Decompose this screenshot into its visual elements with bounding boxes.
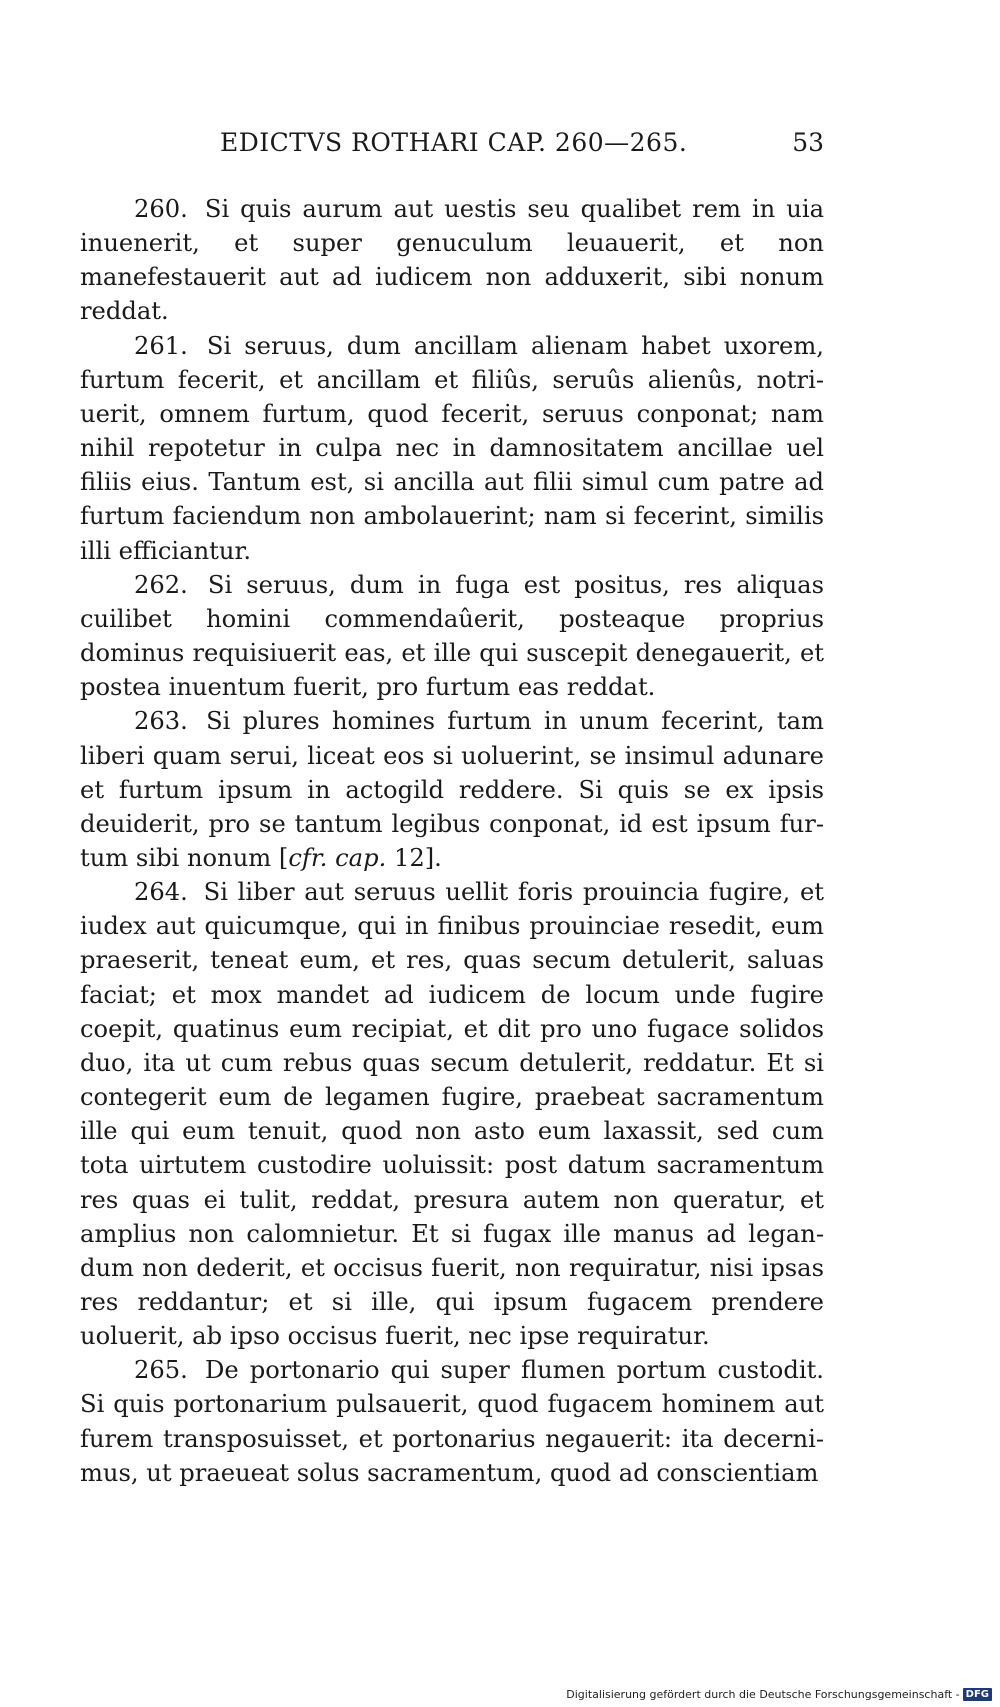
chapter-text: Si liber aut seruus uellit foris prouincia fugire, et iudex aut quicumque, qui in finibus prouinciae resedit, eum praeserit, teneat eum, et res, quas secum detulerit, saluas faciat; et mox mandet ad iudicem de locum unde fugire coepit, quatinus eum recipiat, et dit pro uno fugace solidos duo, ita ut cum rebus quas secum detulerit, reddatur. Et si contegerit eum de legamen fugire, praebeat sacramentum ille qui eum tenuit, quod non asto eum laxassit, sed cum tota uirtutem custodire uoluissit: post datum sacramentum res quas ei tulit, reddat, presura autem non queratur, et amplius non calomnietur. Et si fugax ille manus ad legandum non dederit, et occisus fuerit, non requiratur, nisi ipsas res reddantur; et si ille, qui ipsum fugacem prendere uoluerit, ab ipso occisus fuerit, nec ipse requiratur. <box>80 878 824 1351</box>
body-text <box>80 192 824 1490</box>
cross-reference-number: 12]. <box>386 843 442 872</box>
chapter-paragraph <box>80 704 824 875</box>
page-number: 53 <box>792 128 824 157</box>
chapter-paragraph <box>80 329 824 568</box>
page-header <box>80 128 824 168</box>
chapter-number: 264. <box>134 878 188 907</box>
chapter-number: 262. <box>134 570 188 599</box>
chapter-text: Si quis aurum aut uestis seu qualibet rem in uia inuenerit, et super genuculum leuauerit, et non manefestauerit aut ad iudicem non adduxerit, sibi nonum reddat. <box>80 195 824 326</box>
chapter-paragraph <box>80 1353 824 1490</box>
chapter-number: 260. <box>134 195 188 223</box>
chapter-paragraph <box>80 875 824 1353</box>
chapter-text: Si seruus, dum ancillam alienam habet uxorem, furtum fecerit, et ancillam et filiûs, seruûs alienûs, notriuerit, omnem furtum, quod fecerit, seruus conponat; nam nihil repotetur in culpa nec in damnositatem ancillae uel filiis eius. Tantum est, si ancilla aut filii simul cum patre ad furtum faciendum non ambolauerint; nam si fecerint, similis illi efficiantur. <box>80 331 824 565</box>
digitization-credit <box>566 1688 992 1701</box>
chapter-text: De portonario qui super flumen portum custodit. Si quis portonarium pulsauerit, quod fugacem hominem aut furem transposuisset, et portonarius negauerit: ita decernimus, ut praeueat solus sacramentum, quod ad conscientiam <box>80 1356 824 1487</box>
cross-reference: cfr. cap. <box>288 843 387 872</box>
chapter-number: 265. <box>134 1356 188 1385</box>
running-title: EDICTVS ROTHARI CAP. 260—265. <box>220 128 688 157</box>
chapter-paragraph <box>80 192 824 329</box>
chapter-paragraph <box>80 568 824 705</box>
chapter-text: Si seruus, dum in fuga est positus, res aliquas cuilibet homini commendaûerit, posteaque proprius dominus requisiuerit eas, et ille qui suscepit denegauerit, et postea inuentum fuerit, pro furtum eas reddat. <box>80 570 824 702</box>
chapter-text: Si plures homines furtum in unum fecerint, tam liberi quam serui, liceat eos si uoluerint, se insimul adunare et furtum ipsum in actogild reddere. Si quis se ex ipsis deuiderit, pro se tantum legibus conponat, id est ipsum furtum sibi nonum [ <box>80 707 824 872</box>
chapter-number: 263. <box>134 707 188 736</box>
dfg-logo: DFG <box>963 1688 992 1701</box>
chapter-number: 261. <box>134 331 188 360</box>
credit-text: Digitalisierung gefördert durch die Deutsche Forschungsgemeinschaft - <box>566 1688 960 1701</box>
